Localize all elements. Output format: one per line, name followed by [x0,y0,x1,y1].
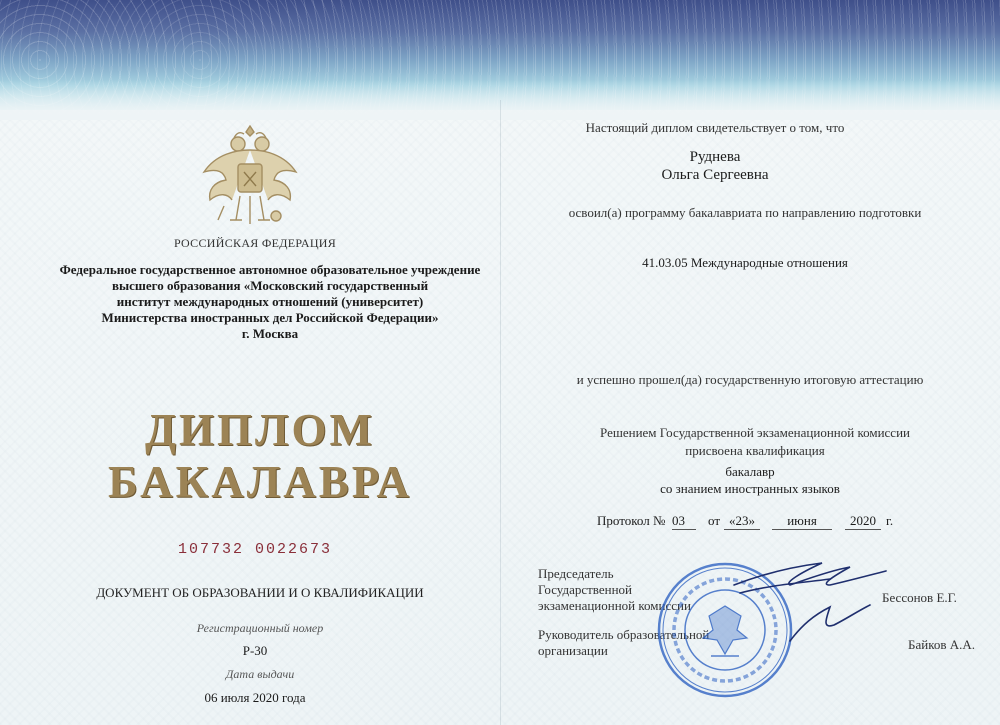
institution-line: Федеральное государственное автономное образовательное учреждение [59,262,481,277]
head-title-line: организации [538,643,608,658]
issue-date: 06 июля 2020 года [204,690,306,705]
institution-name [50,262,490,342]
coat-of-arms-icon [196,120,304,238]
head-title-line: Руководитель образовательной [538,627,710,642]
registration-number: Р-30 [242,643,268,658]
certifies-text: Настоящий диплом свидетельствует о том, что [585,120,845,135]
chair-name: Бессонов Е.Г. [882,590,957,605]
chair-title-line: экзаменационной комиссии [538,598,691,613]
institution-line: высшего образования «Московский государственный [111,278,429,293]
commission-decision-line2: присвоена квалификация [685,443,825,458]
head-name: Байков А.А. [908,637,976,652]
passed-attestation-text: и успешно прошел(да) государственную итоговую аттестацию [576,372,924,387]
institution-line: институт международных отношений (университет) [116,294,424,309]
diploma-title-line1: ДИПЛОМ [145,405,375,455]
commission-decision-line1: Решением Государственной экзаменационной комиссии [600,425,910,440]
serial-number: 107732 0022673 [177,541,333,558]
issue-date-label: Дата выдачи [225,667,295,681]
protocol-year-suffix: г. [886,513,894,528]
mastered-program-text: освоил(а) программу бакалавриата по направлению подготовки [568,205,922,220]
institution-line: Министерства иностранных дел Российской Федерации» [101,310,439,325]
protocol-year: 2020 [845,513,881,530]
document-type: ДОКУМЕНТ ОБ ОБРАЗОВАНИИ И О КВАЛИФИКАЦИИ [96,585,424,600]
protocol-from: от [708,513,721,528]
program-name: 41.03.05 Международные отношения [642,255,848,270]
protocol-number: 03 [672,513,696,530]
registration-label: Регистрационный номер [196,621,324,635]
chair-title-line: Председатель [538,566,614,581]
graduate-surname: Руднева [689,149,741,165]
qualification-line2: со знанием иностранных языков [660,481,840,496]
protocol-label: Протокол № [597,513,666,528]
institution-city: г. Москва [241,326,299,341]
graduate-given-names: Ольга Сергеевна [661,167,769,183]
protocol-month: июня [772,513,832,530]
chair-title-line: Государственной [538,582,633,597]
qualification-line1: бакалавр [725,464,775,479]
country-name: РОССИЙСКАЯ ФЕДЕРАЦИЯ [173,236,337,250]
protocol-day: «23» [724,513,760,530]
page-fold [500,100,501,725]
diploma-title-line2: БАКАЛАВРА [107,457,413,507]
signature-strokes-icon [730,555,890,645]
